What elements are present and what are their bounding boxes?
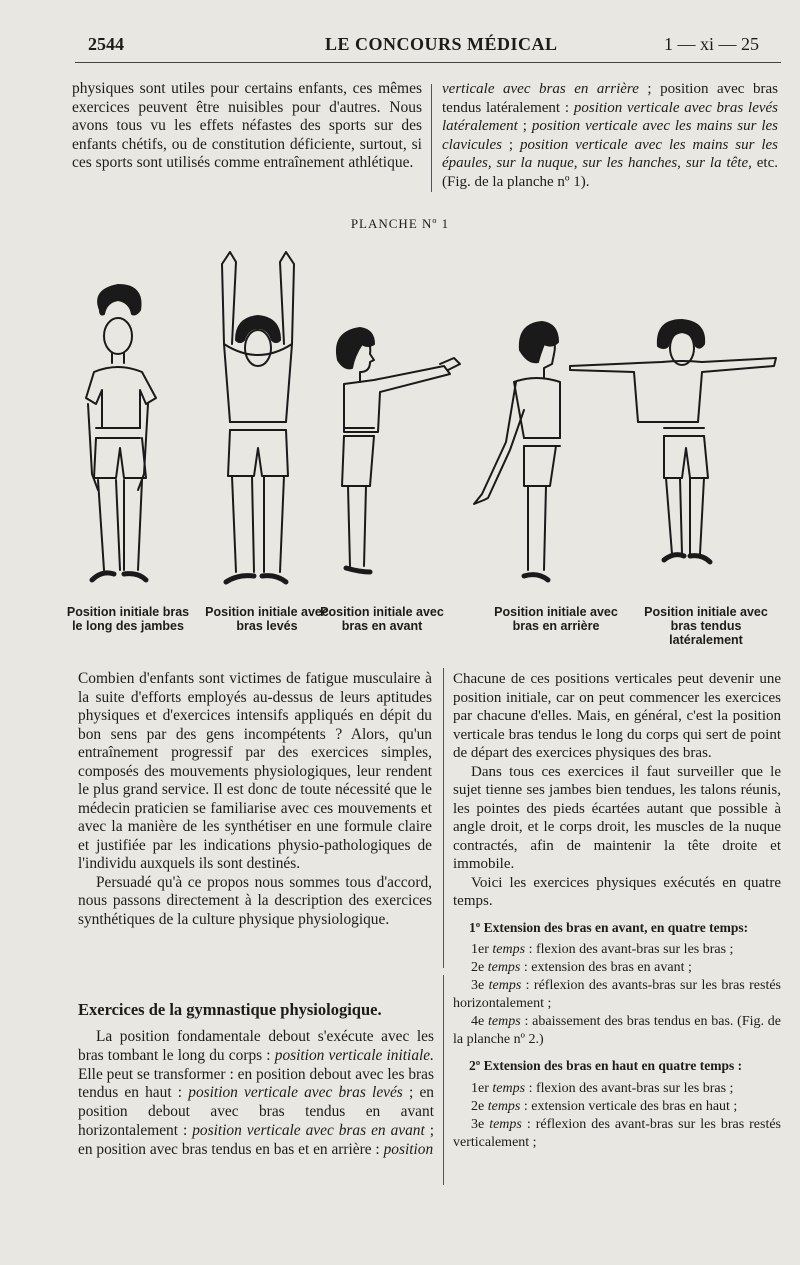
journal-title: LE CONCOURS MÉDICAL: [325, 34, 558, 54]
page-number: 2544: [88, 34, 124, 54]
exercise-step: 1er temps : flexion des avant-bras sur les bras ;: [471, 942, 734, 957]
caption-arms-sideways: Position initiale avec bras tendus latéralement: [644, 605, 768, 647]
figure-arms-sideways: [570, 320, 776, 562]
paragraph: verticale avec bras en arrière ; position avec bras tendus latéralement : position verticale avec bras levés latéralement ; position verticale avec les mains sur les clavicules ; position verticale avec les mains sur les épaules, sur la nuque, sur les hanches, sur la tête, etc. (Fig. de la planche nº 1).: [442, 81, 779, 190]
exercise-step: 1er temps : flexion des avant-bras sur les bras ;: [471, 1080, 734, 1096]
caption-arms-forward: Position initiale avec bras en avant: [320, 605, 444, 633]
exercise-step: 2e temps : extension des bras en avant ;: [471, 960, 692, 975]
paragraph: physiques sont utiles pour certains enfants, ces mêmes exercices peuvent être nuisibles pour d'autres. Nous avons tous vu les effets néfastes des sports sur des enfants chétifs, ou de constitution déficiente, surtout, si ces sports sont utilisés comme entraînement athlétique.: [72, 80, 422, 172]
top-right-column: [442, 80, 778, 192]
body-left-column-continued: [78, 1028, 434, 1160]
plate-illustration: [0, 240, 800, 600]
plate-title: PLANCHE Nº 1: [350, 216, 450, 231]
exercise-title: 2º Extension des bras en haut en quatre temps :: [469, 1058, 743, 1073]
section-title: Exercices de la gymnastique physiologique.: [78, 1000, 382, 1019]
body-right-column: [453, 670, 781, 1152]
exercise-title: 1º Extension des bras en avant, en quatre temps:: [469, 919, 749, 935]
figure-arms-forward: [337, 328, 460, 572]
caption-arms-down: Position initiale bras le long des jambes: [66, 605, 190, 633]
top-left-column: [72, 80, 422, 173]
paragraph: Persuadé qu'à ce propos nous sommes tous d'accord, nous passons directement à la description des exercices synthétiques de la culture physique physiologique.: [78, 873, 432, 928]
paragraph: Dans tous ces exercices il faut surveiller que le sujet tienne ses jambes bien tendues, les talons réunis, les pointes des pieds écartées autant que possible à angle droit, et le corps droit, les muscles de la nuque contractés, afin de maintenir la tête droite et immobile.: [453, 763, 781, 872]
issue-date: 1 — xi — 25: [664, 34, 760, 54]
body-left-column: [78, 670, 432, 929]
figure-arms-back: [474, 322, 560, 580]
exercise-step: 3e temps : réflexion des avant-bras sur les bras restés verticalement ;: [453, 1116, 781, 1150]
paragraph: Chacune de ces positions verticales peut devenir une position initiale, car on peut commencer les exercices par chacune d'elles. Mais, en général, c'est la position verticale bras tendus le long du corps qui sert de point de départ des exercices physiques des bras.: [453, 671, 781, 761]
exercise-step: 2e temps : extension verticale des bras en haut ;: [471, 1098, 738, 1114]
paragraph: La position fondamentale debout s'exécute avec les bras tombant le long du corps : position verticale initiale. Elle peut se transformer : en position debout avec les bras tendus en haut : position verticale avec bras levés ; en position debout avec bras tendus en avant horizontalement : position verticale avec bras en avant ; en position avec bras tendus en bas et en arrière : position: [78, 1028, 435, 1158]
column-separator: [443, 668, 444, 968]
column-separator: [443, 975, 444, 1185]
exercise-step: 3e temps : réflexion des avants-bras sur les bras restés horizontalement ;: [453, 978, 782, 1011]
header-rule: [75, 62, 781, 63]
exercise-step: 4e temps : abaissement des bras tendus en bas. (Fig. de la planche nº 2.): [453, 1014, 782, 1047]
figure-arms-down: [86, 285, 156, 580]
paragraph: Combien d'enfants sont victimes de fatigue musculaire à la suite d'efforts employés au-dessus de leurs aptitudes physiques et d'exercices intensifs appliqués en dépit du bon sens par des gens incompétents ? Alors, qu'un entraînement progressif par des exercices simples, composés des mouvements physiologiques, leur rendent le plus grand service. Il est donc de toute nécessité que le médecin praticien se familiarise avec ces mouvements et avec la manière de les synthétiser en une formule claire et justifiée par les indications physio-pathologiques de l'individu auxquels ils sont destinés.: [78, 670, 432, 872]
caption-arms-back: Position initiale avec bras en arrière: [494, 605, 618, 633]
paragraph: Voici les exercices physiques exécutés en quatre temps.: [453, 874, 781, 909]
caption-arms-raised: Position initiale avec bras levés: [205, 605, 329, 633]
figure-arms-raised: [222, 252, 294, 582]
column-separator: [431, 84, 432, 192]
